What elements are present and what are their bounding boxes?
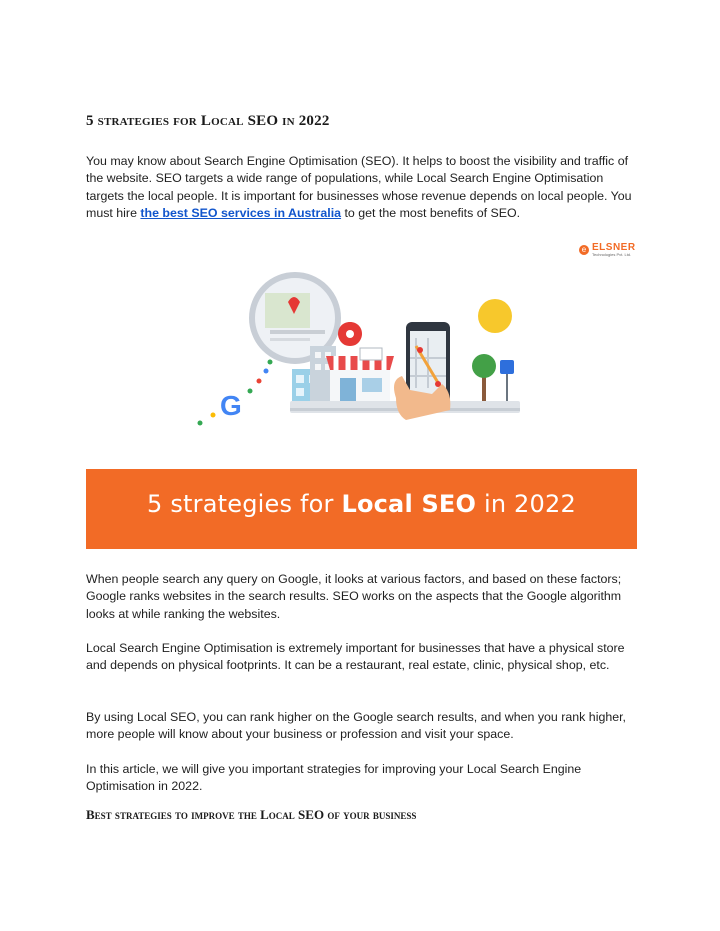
title-banner bbox=[86, 469, 637, 549]
local-seo-illustration bbox=[180, 238, 640, 473]
elsner-logo-mark: e bbox=[579, 245, 589, 255]
section-heading: Best strategies to improve the Local SEO of your business bbox=[86, 807, 417, 822]
banner-text-before: 5 strategies for bbox=[147, 490, 342, 518]
logo-subtitle: Technologies Pvt. Ltd. bbox=[592, 252, 632, 257]
banner-text bbox=[86, 490, 637, 518]
bus-stop-sign bbox=[500, 360, 514, 374]
intro-text-after: to get the most benefits of SEO. bbox=[341, 206, 521, 221]
paragraph-google-ranking: When people search any query on Google, it looks at various factors, and based on these factors; Google ranks websites in the search results. SEO works on the aspects that the Google algorithm looks at while ranking the websites. bbox=[86, 572, 622, 621]
logo-name: ELSNER bbox=[592, 242, 636, 253]
seo-services-link[interactable]: the best SEO services in Australia bbox=[140, 206, 342, 221]
banner-text-bold: Local SEO bbox=[341, 490, 477, 518]
tree bbox=[472, 354, 496, 378]
article-title: 5 strategies for Local SEO in 2022 bbox=[86, 113, 330, 129]
paragraph-rank-higher: By using Local SEO, you can rank higher on the Google search results, and when you rank higher, more people will know about your business or profession and visit your space. bbox=[86, 710, 627, 742]
paragraph-article-intro: In this article, we will give you important strategies for improving your Local Search Engine Optimisation in 2022. bbox=[86, 762, 582, 794]
paragraph-local-seo-importance: Local Search Engine Optimisation is extremely important for businesses that have a physical store and depends on physical footprints. It can be a restaurant, real estate, clinic, physical shop, etc. bbox=[86, 641, 625, 673]
intro-text-before: You may know about Search Engine Optimisation (SEO). It helps to boost the visibility and traffic of the website. SEO targets a wide range of populations, while Local Search Engine Optimisation targets the local people. It is important for businesses whose revenue depends on local people. You must hire bbox=[86, 154, 632, 221]
intro-paragraph bbox=[86, 153, 642, 223]
google-g-icon: G bbox=[220, 390, 242, 421]
billboard bbox=[360, 348, 382, 360]
sun-icon bbox=[478, 299, 512, 333]
banner-text-after: in 2022 bbox=[476, 490, 576, 518]
